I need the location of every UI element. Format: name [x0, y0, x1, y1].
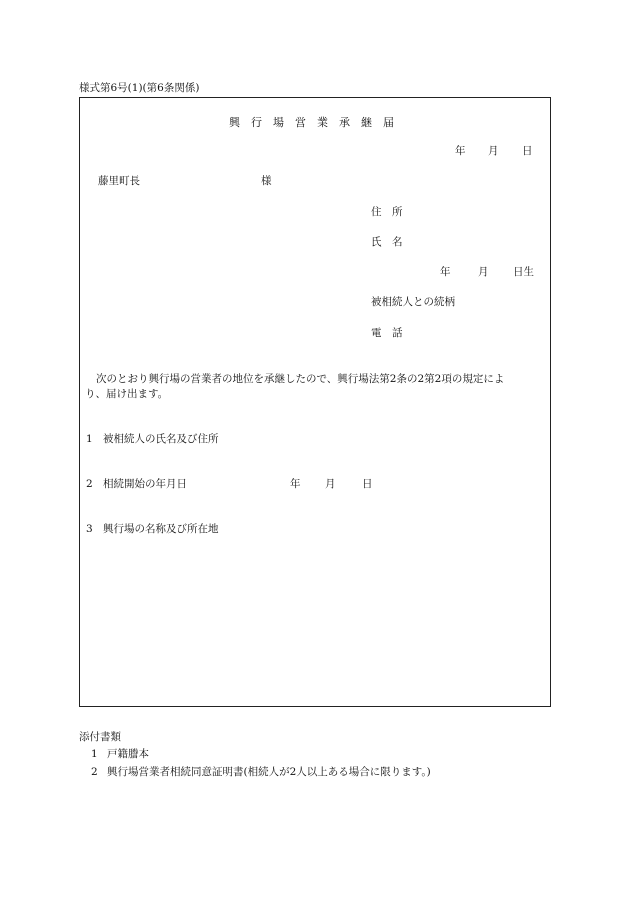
item-3-label: 興行場の名称及び所在地: [103, 523, 219, 535]
attachment-1-label: 戸籍謄本: [107, 748, 149, 760]
item-2-number: 2: [86, 478, 93, 490]
date-day-label: 日: [522, 145, 533, 157]
relation-label: 被相続人との続柄: [371, 296, 455, 308]
birth-day-label: 日生: [513, 266, 534, 278]
addressee-honorific: 様: [261, 175, 272, 187]
birth-year-label: 年: [440, 266, 451, 278]
body-text-line-1: 次のとおり興行場の営業者の地位を承継したので、興行場法第2条の2第2項の規定によ: [96, 373, 505, 385]
form-number: 様式第6号(1)(第6条関係): [79, 82, 200, 94]
item-3-number: 3: [86, 523, 93, 535]
item-1-number: 1: [86, 433, 93, 445]
form-box: [79, 97, 551, 707]
attachment-2-label: 興行場営業者相続同意証明書(相続人が2人以上ある場合に限ります。): [107, 766, 431, 778]
date-month-label: 月: [488, 145, 499, 157]
item-2-month-label: 月: [325, 478, 336, 490]
attachment-2-number: 2: [91, 766, 98, 778]
item-2-day-label: 日: [362, 478, 373, 490]
addressee-name: 藤里町長: [98, 175, 140, 187]
form-title: 興行場営業承継届: [229, 116, 405, 129]
address-label: 住 所: [371, 206, 403, 218]
item-1-label: 被相続人の氏名及び住所: [103, 433, 219, 445]
attachments-heading: 添付書類: [79, 731, 121, 743]
birth-month-label: 月: [478, 266, 489, 278]
attachment-1-number: 1: [91, 748, 98, 760]
body-text-line-2: り、届け出ます。: [85, 388, 169, 400]
item-2-label: 相続開始の年月日: [103, 478, 187, 490]
name-label: 氏 名: [371, 236, 403, 248]
phone-label: 電 話: [371, 327, 403, 339]
date-year-label: 年: [455, 145, 466, 157]
item-2-year-label: 年: [290, 478, 301, 490]
